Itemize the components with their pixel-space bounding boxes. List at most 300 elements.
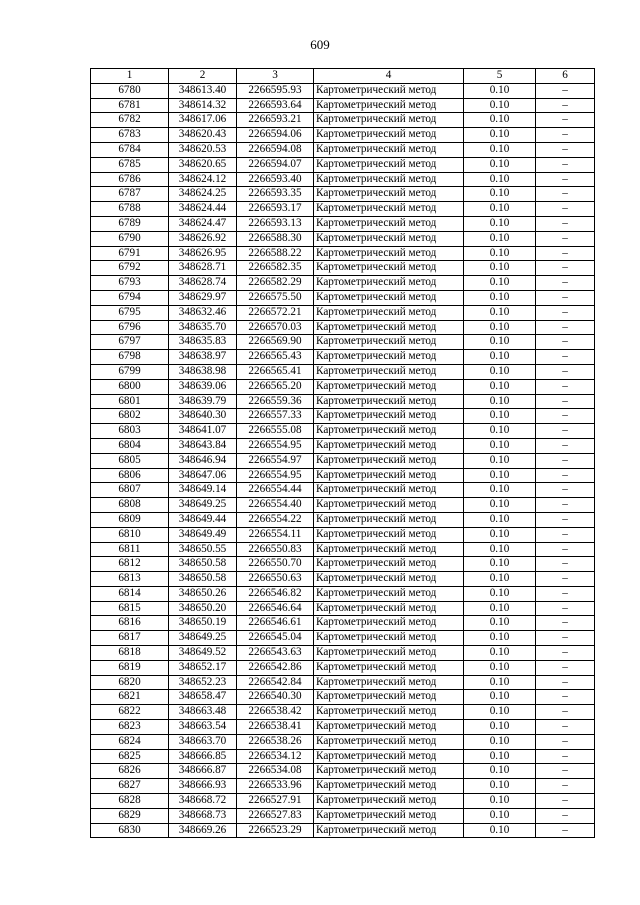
x-coordinate-cell: 348650.20 (169, 601, 237, 616)
method-cell: Картометрический метод (314, 779, 464, 794)
note-cell: – (536, 616, 595, 631)
point-number-cell: 6797 (91, 335, 169, 350)
table-row (91, 424, 595, 439)
accuracy-cell: 0.10 (464, 290, 536, 305)
note-cell: – (536, 794, 595, 809)
method-cell: Картометрический метод (314, 527, 464, 542)
page-number: 609 (310, 37, 330, 52)
y-coordinate-cell: 2266594.06 (237, 128, 314, 143)
y-coordinate-cell: 2266527.91 (237, 794, 314, 809)
point-number-cell: 6793 (91, 276, 169, 291)
method-cell: Картометрический метод (314, 261, 464, 276)
note-cell: – (536, 601, 595, 616)
note-cell: – (536, 705, 595, 720)
table-row (91, 483, 595, 498)
table-row (91, 246, 595, 261)
method-cell: Картометрический метод (314, 379, 464, 394)
method-cell: Картометрический метод (314, 660, 464, 675)
accuracy-cell: 0.10 (464, 216, 536, 231)
table-row (91, 261, 595, 276)
x-coordinate-cell: 348649.44 (169, 512, 237, 527)
accuracy-cell: 0.10 (464, 113, 536, 128)
x-coordinate-cell: 348652.17 (169, 660, 237, 675)
note-cell: – (536, 779, 595, 794)
note-cell: – (536, 172, 595, 187)
method-cell: Картометрический метод (314, 483, 464, 498)
method-cell: Картометрический метод (314, 98, 464, 113)
column-header: 2 (169, 69, 237, 84)
x-coordinate-cell: 348650.26 (169, 586, 237, 601)
x-coordinate-cell: 348624.25 (169, 187, 237, 202)
point-number-cell: 6827 (91, 779, 169, 794)
method-cell: Картометрический метод (314, 646, 464, 661)
y-coordinate-cell: 2266538.41 (237, 720, 314, 735)
x-coordinate-cell: 348639.79 (169, 394, 237, 409)
y-coordinate-cell: 2266540.30 (237, 690, 314, 705)
method-cell: Картометрический метод (314, 83, 464, 98)
method-cell: Картометрический метод (314, 216, 464, 231)
point-number-cell: 6802 (91, 409, 169, 424)
point-number-cell: 6824 (91, 734, 169, 749)
point-number-cell: 6787 (91, 187, 169, 202)
x-coordinate-cell: 348617.06 (169, 113, 237, 128)
x-coordinate-cell: 348628.74 (169, 276, 237, 291)
point-number-cell: 6796 (91, 320, 169, 335)
x-coordinate-cell: 348639.06 (169, 379, 237, 394)
y-coordinate-cell: 2266533.96 (237, 779, 314, 794)
point-number-cell: 6829 (91, 808, 169, 823)
point-number-cell: 6784 (91, 142, 169, 157)
method-cell: Картометрический метод (314, 690, 464, 705)
x-coordinate-cell: 348638.97 (169, 350, 237, 365)
note-cell: – (536, 98, 595, 113)
note-cell: – (536, 646, 595, 661)
table-row (91, 764, 595, 779)
accuracy-cell: 0.10 (464, 720, 536, 735)
point-number-cell: 6799 (91, 364, 169, 379)
accuracy-cell: 0.10 (464, 409, 536, 424)
table-row (91, 690, 595, 705)
note-cell: – (536, 246, 595, 261)
accuracy-cell: 0.10 (464, 542, 536, 557)
point-number-cell: 6798 (91, 350, 169, 365)
y-coordinate-cell: 2266550.83 (237, 542, 314, 557)
table-row (91, 83, 595, 98)
note-cell: – (536, 305, 595, 320)
x-coordinate-cell: 348632.46 (169, 305, 237, 320)
point-number-cell: 6782 (91, 113, 169, 128)
accuracy-cell: 0.10 (464, 202, 536, 217)
accuracy-cell: 0.10 (464, 83, 536, 98)
y-coordinate-cell: 2266588.30 (237, 231, 314, 246)
table-body (91, 83, 595, 838)
point-number-cell: 6816 (91, 616, 169, 631)
accuracy-cell: 0.10 (464, 142, 536, 157)
point-number-cell: 6817 (91, 631, 169, 646)
y-coordinate-cell: 2266593.35 (237, 187, 314, 202)
point-number-cell: 6803 (91, 424, 169, 439)
method-cell: Картометрический метод (314, 157, 464, 172)
point-number-cell: 6819 (91, 660, 169, 675)
y-coordinate-cell: 2266594.07 (237, 157, 314, 172)
table-row (91, 438, 595, 453)
accuracy-cell: 0.10 (464, 764, 536, 779)
note-cell: – (536, 83, 595, 98)
accuracy-cell: 0.10 (464, 794, 536, 809)
method-cell: Картометрический метод (314, 468, 464, 483)
table-row (91, 572, 595, 587)
point-number-cell: 6830 (91, 823, 169, 838)
y-coordinate-cell: 2266554.95 (237, 468, 314, 483)
note-cell: – (536, 660, 595, 675)
x-coordinate-cell: 348650.19 (169, 616, 237, 631)
point-number-cell: 6812 (91, 557, 169, 572)
x-coordinate-cell: 348666.85 (169, 749, 237, 764)
accuracy-cell: 0.10 (464, 394, 536, 409)
accuracy-cell: 0.10 (464, 660, 536, 675)
y-coordinate-cell: 2266588.22 (237, 246, 314, 261)
accuracy-cell: 0.10 (464, 483, 536, 498)
note-cell: – (536, 468, 595, 483)
note-cell: – (536, 675, 595, 690)
x-coordinate-cell: 348668.73 (169, 808, 237, 823)
method-cell: Картометрический метод (314, 364, 464, 379)
table-row (91, 675, 595, 690)
note-cell: – (536, 764, 595, 779)
table-row (91, 394, 595, 409)
x-coordinate-cell: 348640.30 (169, 409, 237, 424)
y-coordinate-cell: 2266550.63 (237, 572, 314, 587)
y-coordinate-cell: 2266545.04 (237, 631, 314, 646)
accuracy-cell: 0.10 (464, 527, 536, 542)
note-cell: – (536, 128, 595, 143)
y-coordinate-cell: 2266593.17 (237, 202, 314, 217)
point-number-cell: 6828 (91, 794, 169, 809)
method-cell: Картометрический метод (314, 290, 464, 305)
y-coordinate-cell: 2266543.63 (237, 646, 314, 661)
method-cell: Картометрический метод (314, 350, 464, 365)
table-row (91, 409, 595, 424)
column-header: 4 (314, 69, 464, 84)
note-cell: – (536, 557, 595, 572)
note-cell: – (536, 512, 595, 527)
note-cell: – (536, 808, 595, 823)
note-cell: – (536, 261, 595, 276)
x-coordinate-cell: 348620.53 (169, 142, 237, 157)
point-number-cell: 6785 (91, 157, 169, 172)
method-cell: Картометрический метод (314, 320, 464, 335)
table-row (91, 128, 595, 143)
note-cell: – (536, 290, 595, 305)
point-number-cell: 6791 (91, 246, 169, 261)
point-number-cell: 6794 (91, 290, 169, 305)
table-row (91, 542, 595, 557)
accuracy-cell: 0.10 (464, 468, 536, 483)
note-cell: – (536, 823, 595, 838)
x-coordinate-cell: 348649.52 (169, 646, 237, 661)
x-coordinate-cell: 348663.48 (169, 705, 237, 720)
note-cell: – (536, 142, 595, 157)
table-row (91, 720, 595, 735)
table-row (91, 512, 595, 527)
y-coordinate-cell: 2266557.33 (237, 409, 314, 424)
table-row (91, 350, 595, 365)
y-coordinate-cell: 2266593.64 (237, 98, 314, 113)
x-coordinate-cell: 348646.94 (169, 453, 237, 468)
table-row (91, 498, 595, 513)
point-number-cell: 6795 (91, 305, 169, 320)
y-coordinate-cell: 2266565.41 (237, 364, 314, 379)
y-coordinate-cell: 2266593.13 (237, 216, 314, 231)
y-coordinate-cell: 2266565.43 (237, 350, 314, 365)
y-coordinate-cell: 2266554.95 (237, 438, 314, 453)
table-row (91, 616, 595, 631)
accuracy-cell: 0.10 (464, 601, 536, 616)
point-number-cell: 6792 (91, 261, 169, 276)
y-coordinate-cell: 2266575.50 (237, 290, 314, 305)
table-row (91, 290, 595, 305)
accuracy-cell: 0.10 (464, 98, 536, 113)
method-cell: Картометрический метод (314, 424, 464, 439)
method-cell: Картометрический метод (314, 749, 464, 764)
point-number-cell: 6811 (91, 542, 169, 557)
point-number-cell: 6781 (91, 98, 169, 113)
accuracy-cell: 0.10 (464, 320, 536, 335)
note-cell: – (536, 631, 595, 646)
method-cell: Картометрический метод (314, 246, 464, 261)
x-coordinate-cell: 348649.25 (169, 631, 237, 646)
y-coordinate-cell: 2266538.42 (237, 705, 314, 720)
accuracy-cell: 0.10 (464, 498, 536, 513)
y-coordinate-cell: 2266594.08 (237, 142, 314, 157)
table-row (91, 631, 595, 646)
point-number-cell: 6790 (91, 231, 169, 246)
accuracy-cell: 0.10 (464, 335, 536, 350)
table-row (91, 157, 595, 172)
note-cell: – (536, 216, 595, 231)
accuracy-cell: 0.10 (464, 557, 536, 572)
note-cell: – (536, 231, 595, 246)
table-row (91, 113, 595, 128)
accuracy-cell: 0.10 (464, 779, 536, 794)
accuracy-cell: 0.10 (464, 305, 536, 320)
table-row (91, 468, 595, 483)
note-cell: – (536, 157, 595, 172)
point-number-cell: 6806 (91, 468, 169, 483)
y-coordinate-cell: 2266546.82 (237, 586, 314, 601)
y-coordinate-cell: 2266572.21 (237, 305, 314, 320)
x-coordinate-cell: 348641.07 (169, 424, 237, 439)
x-coordinate-cell: 348663.54 (169, 720, 237, 735)
y-coordinate-cell: 2266555.08 (237, 424, 314, 439)
table-row (91, 142, 595, 157)
note-cell: – (536, 483, 595, 498)
y-coordinate-cell: 2266593.40 (237, 172, 314, 187)
accuracy-cell: 0.10 (464, 705, 536, 720)
accuracy-cell: 0.10 (464, 734, 536, 749)
x-coordinate-cell: 348649.25 (169, 498, 237, 513)
note-cell: – (536, 364, 595, 379)
x-coordinate-cell: 348629.97 (169, 290, 237, 305)
accuracy-cell: 0.10 (464, 823, 536, 838)
table-row (91, 646, 595, 661)
note-cell: – (536, 424, 595, 439)
method-cell: Картометрический метод (314, 438, 464, 453)
note-cell: – (536, 690, 595, 705)
point-number-cell: 6818 (91, 646, 169, 661)
point-number-cell: 6780 (91, 83, 169, 98)
note-cell: – (536, 409, 595, 424)
y-coordinate-cell: 2266554.97 (237, 453, 314, 468)
y-coordinate-cell: 2266565.20 (237, 379, 314, 394)
accuracy-cell: 0.10 (464, 586, 536, 601)
y-coordinate-cell: 2266554.22 (237, 512, 314, 527)
x-coordinate-cell: 348663.70 (169, 734, 237, 749)
note-cell: – (536, 527, 595, 542)
table-row (91, 335, 595, 350)
point-number-cell: 6822 (91, 705, 169, 720)
accuracy-cell: 0.10 (464, 572, 536, 587)
note-cell: – (536, 749, 595, 764)
y-coordinate-cell: 2266546.64 (237, 601, 314, 616)
accuracy-cell: 0.10 (464, 616, 536, 631)
note-cell: – (536, 542, 595, 557)
y-coordinate-cell: 2266595.93 (237, 83, 314, 98)
y-coordinate-cell: 2266570.03 (237, 320, 314, 335)
table-row (91, 823, 595, 838)
x-coordinate-cell: 348652.23 (169, 675, 237, 690)
table-row (91, 305, 595, 320)
x-coordinate-cell: 348658.47 (169, 690, 237, 705)
table-row (91, 276, 595, 291)
y-coordinate-cell: 2266554.11 (237, 527, 314, 542)
accuracy-cell: 0.10 (464, 364, 536, 379)
table-row (91, 705, 595, 720)
coordinates-table (90, 68, 595, 838)
table-row (91, 453, 595, 468)
table-row (91, 734, 595, 749)
accuracy-cell: 0.10 (464, 276, 536, 291)
note-cell: – (536, 498, 595, 513)
x-coordinate-cell: 348649.49 (169, 527, 237, 542)
x-coordinate-cell: 348626.92 (169, 231, 237, 246)
point-number-cell: 6815 (91, 601, 169, 616)
note-cell: – (536, 335, 595, 350)
x-coordinate-cell: 348668.72 (169, 794, 237, 809)
y-coordinate-cell: 2266554.40 (237, 498, 314, 513)
x-coordinate-cell: 348635.83 (169, 335, 237, 350)
x-coordinate-cell: 348669.26 (169, 823, 237, 838)
accuracy-cell: 0.10 (464, 749, 536, 764)
method-cell: Картометрический метод (314, 764, 464, 779)
accuracy-cell: 0.10 (464, 379, 536, 394)
method-cell: Картометрический метод (314, 720, 464, 735)
table-row (91, 320, 595, 335)
point-number-cell: 6820 (91, 675, 169, 690)
table-row (91, 379, 595, 394)
note-cell: – (536, 350, 595, 365)
table-row (91, 202, 595, 217)
method-cell: Картометрический метод (314, 586, 464, 601)
table-row (91, 231, 595, 246)
table-row (91, 749, 595, 764)
method-cell: Картометрический метод (314, 276, 464, 291)
note-cell: – (536, 734, 595, 749)
point-number-cell: 6823 (91, 720, 169, 735)
point-number-cell: 6808 (91, 498, 169, 513)
x-coordinate-cell: 348626.95 (169, 246, 237, 261)
table-row (91, 527, 595, 542)
x-coordinate-cell: 348650.55 (169, 542, 237, 557)
point-number-cell: 6801 (91, 394, 169, 409)
method-cell: Картометрический метод (314, 572, 464, 587)
x-coordinate-cell: 348638.98 (169, 364, 237, 379)
y-coordinate-cell: 2266569.90 (237, 335, 314, 350)
table-row (91, 557, 595, 572)
y-coordinate-cell: 2266534.12 (237, 749, 314, 764)
y-coordinate-cell: 2266542.84 (237, 675, 314, 690)
method-cell: Картометрический метод (314, 512, 464, 527)
point-number-cell: 6783 (91, 128, 169, 143)
method-cell: Картометрический метод (314, 557, 464, 572)
table-row (91, 98, 595, 113)
accuracy-cell: 0.10 (464, 424, 536, 439)
method-cell: Картометрический метод (314, 231, 464, 246)
y-coordinate-cell: 2266523.29 (237, 823, 314, 838)
note-cell: – (536, 394, 595, 409)
point-number-cell: 6810 (91, 527, 169, 542)
method-cell: Картометрический метод (314, 675, 464, 690)
point-number-cell: 6805 (91, 453, 169, 468)
y-coordinate-cell: 2266542.86 (237, 660, 314, 675)
method-cell: Картометрический метод (314, 335, 464, 350)
note-cell: – (536, 438, 595, 453)
table-row (91, 794, 595, 809)
accuracy-cell: 0.10 (464, 246, 536, 261)
accuracy-cell: 0.10 (464, 157, 536, 172)
point-number-cell: 6800 (91, 379, 169, 394)
x-coordinate-cell: 348624.12 (169, 172, 237, 187)
method-cell: Картометрический метод (314, 305, 464, 320)
x-coordinate-cell: 348624.44 (169, 202, 237, 217)
method-cell: Картометрический метод (314, 172, 464, 187)
accuracy-cell: 0.10 (464, 231, 536, 246)
y-coordinate-cell: 2266534.08 (237, 764, 314, 779)
note-cell: – (536, 113, 595, 128)
y-coordinate-cell: 2266550.70 (237, 557, 314, 572)
y-coordinate-cell: 2266546.61 (237, 616, 314, 631)
method-cell: Картометрический метод (314, 409, 464, 424)
method-cell: Картометрический метод (314, 616, 464, 631)
method-cell: Картометрический метод (314, 202, 464, 217)
y-coordinate-cell: 2266538.26 (237, 734, 314, 749)
note-cell: – (536, 572, 595, 587)
note-cell: – (536, 320, 595, 335)
x-coordinate-cell: 348649.14 (169, 483, 237, 498)
accuracy-cell: 0.10 (464, 261, 536, 276)
x-coordinate-cell: 348666.87 (169, 764, 237, 779)
column-header: 6 (536, 69, 595, 84)
method-cell: Картометрический метод (314, 631, 464, 646)
point-number-cell: 6821 (91, 690, 169, 705)
point-number-cell: 6788 (91, 202, 169, 217)
table-row (91, 187, 595, 202)
method-cell: Картометрический метод (314, 705, 464, 720)
x-coordinate-cell: 348620.65 (169, 157, 237, 172)
accuracy-cell: 0.10 (464, 172, 536, 187)
method-cell: Картометрический метод (314, 394, 464, 409)
accuracy-cell: 0.10 (464, 512, 536, 527)
